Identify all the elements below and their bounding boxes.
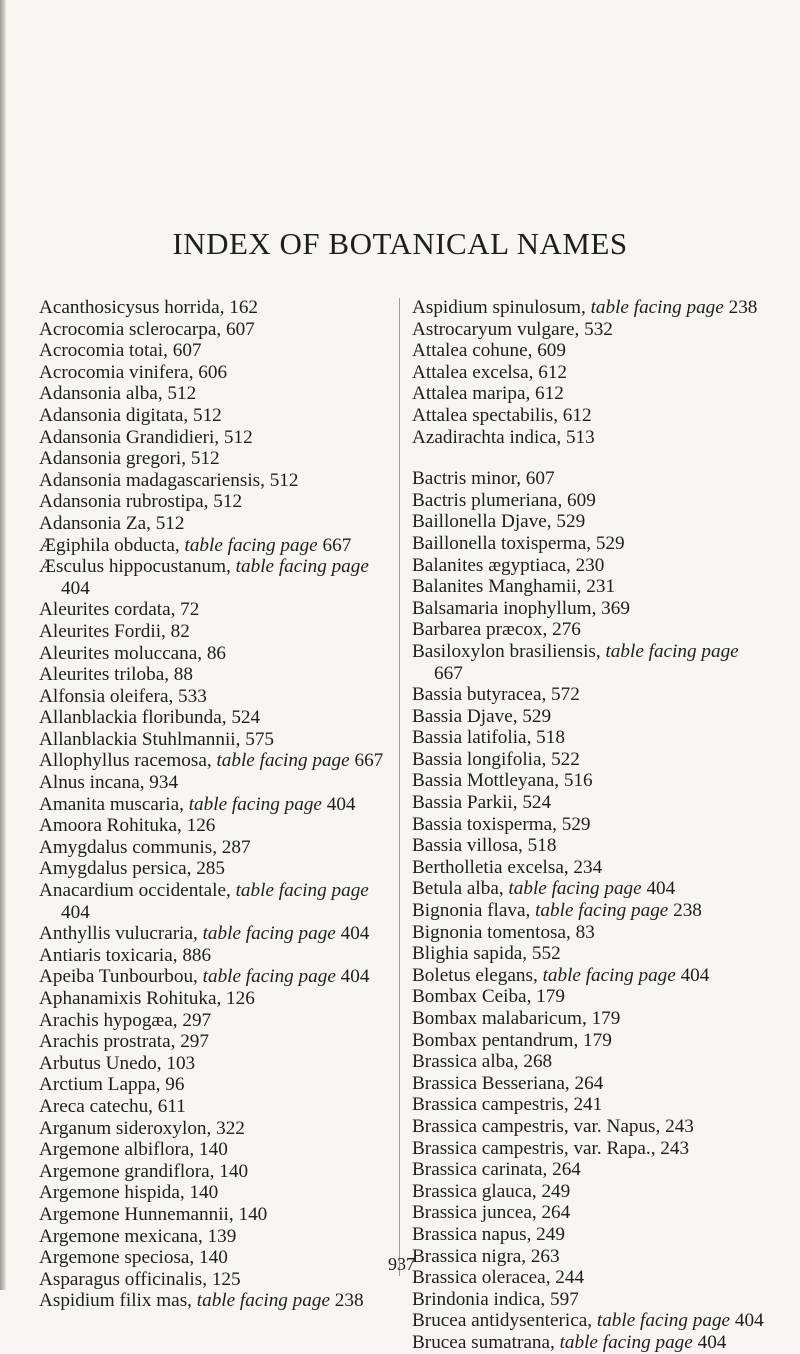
index-entry [412, 857, 770, 879]
entry-name: Balsamaria inophyllum, 369 [412, 597, 630, 619]
index-entry [412, 943, 770, 965]
entry-name: Brassica oleracea, 244 [412, 1267, 585, 1289]
entry-page: 404 [61, 901, 90, 923]
index-entry [412, 1267, 770, 1289]
index-entry [412, 362, 770, 384]
entry-name: Bassia longifolia, 522 [412, 748, 580, 770]
entry-page: 667 [349, 750, 384, 772]
index-entry [39, 988, 388, 1010]
entry-name: Betula alba, [412, 878, 509, 900]
index-entry [412, 427, 770, 449]
entry-name: Aleurites cordata, 72 [39, 599, 200, 621]
index-entry [412, 1030, 770, 1052]
entry-name: Amygdalus persica, 285 [39, 858, 225, 880]
entry-name: Attalea cohune, 609 [412, 340, 566, 362]
entry-table-note: table facing page [542, 964, 676, 986]
entry-table-note: table facing page [196, 1290, 330, 1312]
index-entry [412, 383, 770, 405]
entry-name: Bignonia flava, [412, 900, 536, 922]
index-entry [412, 619, 770, 641]
entry-name: Acrocomia totai, 607 [39, 340, 202, 362]
entry-name: Bertholletia excelsa, 234 [412, 856, 603, 878]
entry-table-note: table facing page [202, 923, 336, 945]
entry-name: Arctium Lappa, 96 [39, 1074, 185, 1096]
index-entry [39, 1204, 388, 1226]
entry-page: 238 [329, 1290, 364, 1312]
entry-name: Adansonia rubrostipa, 512 [39, 491, 243, 513]
entry-name: Arbutus Unedo, 103 [39, 1052, 196, 1074]
entry-name: Argemone speciosa, 140 [39, 1247, 228, 1269]
entry-name: Bactris minor, 607 [412, 468, 555, 490]
entry-name: Adansonia alba, 512 [39, 383, 197, 405]
index-entry [412, 684, 770, 706]
index-entry [412, 814, 770, 836]
index-entry [39, 491, 388, 513]
index-entry [412, 490, 770, 512]
index-entry [39, 1139, 388, 1161]
entry-name: Allophyllus racemosa, [39, 750, 217, 772]
entry-name: Barbarea præcox, 276 [412, 619, 581, 641]
index-entry [39, 794, 388, 816]
index-entry [39, 686, 388, 708]
entry-name: Attalea spectabilis, 612 [412, 404, 592, 426]
entry-name: Brassica alba, 268 [412, 1051, 553, 1073]
index-entry [412, 1159, 770, 1181]
index-entry [39, 1247, 388, 1269]
entry-name: Argemone mexicana, 139 [39, 1225, 237, 1247]
index-entry [412, 922, 770, 944]
index-entry [39, 643, 388, 665]
index-entry [412, 878, 770, 900]
entry-name: Bassia latifolia, 518 [412, 727, 565, 749]
entry-name: Arachis prostrata, 297 [39, 1031, 209, 1053]
index-entry [39, 858, 388, 880]
index-entry [39, 1010, 388, 1032]
entry-name: Bassia Djave, 529 [412, 705, 552, 727]
index-entry [412, 1246, 770, 1268]
index-entry [39, 621, 388, 643]
entry-name: Bassia Mottleyana, 516 [412, 770, 593, 792]
index-entry [39, 556, 388, 599]
entry-name: Acrocomia sclerocarpa, 607 [39, 318, 255, 340]
entry-page: 667 [317, 534, 352, 556]
entry-name: Allanblackia Stuhlmannii, 575 [39, 728, 275, 750]
index-entry [39, 405, 388, 427]
entry-name: Aspidium filix mas, [39, 1290, 197, 1312]
index-entry [39, 1031, 388, 1053]
entry-name: Arganum sideroxylon, 322 [39, 1117, 245, 1139]
entry-table-note: table facing page [559, 1331, 693, 1353]
entry-name: Argemone albiflora, 140 [39, 1139, 228, 1161]
entry-name: Asparagus officinalis, 125 [39, 1268, 241, 1290]
entry-name: Argemone Hunnemannii, 140 [39, 1203, 268, 1225]
entry-table-note: table facing page [590, 297, 724, 318]
entry-name: Argemone grandiflora, 140 [39, 1160, 249, 1182]
entry-name: Brassica campestris, var. Rapa., 243 [412, 1137, 690, 1159]
entry-name: Alnus incana, 934 [39, 772, 179, 794]
entry-name: Boletus elegans, [412, 964, 543, 986]
entry-name: Adansonia Grandidieri, 512 [39, 426, 253, 448]
entry-name: Adansonia Za, 512 [39, 512, 185, 534]
index-entry [39, 923, 388, 945]
entry-page: 404 [335, 966, 370, 988]
entry-table-note: table facing page [216, 750, 350, 772]
entry-name: Brassica carinata, 264 [412, 1159, 581, 1181]
entry-name: Aleurites Fordii, 82 [39, 620, 190, 642]
entry-table-note: table facing page [235, 556, 369, 578]
index-entry [412, 749, 770, 771]
entry-name: Brassica campestris, var. Napus, 243 [412, 1115, 694, 1137]
index-entry [39, 1161, 388, 1183]
index-column-right [412, 297, 770, 1354]
index-entry [39, 448, 388, 470]
index-entry [412, 706, 770, 728]
page-edge-shadow [0, 0, 6, 1290]
entry-name: Brassica napus, 249 [412, 1223, 565, 1245]
index-entry [412, 770, 770, 792]
entry-name: Azadirachta indica, 513 [412, 426, 595, 448]
entry-name: Anacardium occidentale, [39, 880, 236, 902]
entry-name: Apeiba Tunbourbou, [39, 966, 203, 988]
entry-table-note: table facing page [508, 878, 642, 900]
index-entry [412, 1202, 770, 1224]
entry-name: Amanita muscaria, [39, 793, 189, 815]
page-number: 937 [388, 1254, 415, 1274]
index-entry [412, 576, 770, 598]
entry-name: Ægiphila obducta, [39, 534, 185, 556]
index-entry [39, 1290, 388, 1312]
entry-table-note: table facing page [202, 966, 336, 988]
index-entry [39, 945, 388, 967]
index-entry [412, 598, 770, 620]
index-entry [39, 707, 388, 729]
entry-page: 404 [730, 1310, 764, 1332]
index-entry [412, 1332, 770, 1354]
entry-name: Bassia villosa, 518 [412, 835, 557, 857]
entry-page: 238 [668, 900, 702, 922]
entry-name: Brindonia indica, 597 [412, 1288, 579, 1310]
entry-table-note: table facing page [596, 1310, 731, 1332]
index-entry [39, 1226, 388, 1248]
entry-name: Brucea sumatrana, [412, 1331, 560, 1353]
entry-name: Blighia sapida, 552 [412, 943, 561, 965]
index-entry [39, 1096, 388, 1118]
index-entry [412, 319, 770, 341]
index-entry [39, 599, 388, 621]
entry-name: Attalea maripa, 612 [412, 383, 564, 405]
entry-name: Brassica nigra, 263 [412, 1245, 560, 1267]
index-entry [39, 880, 388, 923]
entry-name: Astrocaryum vulgare, 532 [412, 318, 613, 340]
index-entry [412, 792, 770, 814]
entry-table-note: table facing page [605, 640, 739, 662]
entry-name: Allanblackia floribunda, 524 [39, 707, 261, 729]
index-entry [412, 1116, 770, 1138]
entry-name: Baillonella Djave, 529 [412, 511, 586, 533]
entry-name: Adansonia gregori, 512 [39, 448, 220, 470]
index-entry [39, 535, 388, 557]
entry-name: Bombax Ceiba, 179 [412, 986, 565, 1008]
entry-name: Acanthosicysus horrida, 162 [39, 297, 259, 318]
entry-name: Aphanamixis Rohituka, 126 [39, 988, 255, 1009]
entry-page: 404 [641, 878, 676, 900]
index-entry [412, 1008, 770, 1030]
index-entry [412, 986, 770, 1008]
entry-name: Argemone hispida, 140 [39, 1182, 219, 1204]
entry-page: 404 [675, 964, 710, 986]
index-entry [412, 1181, 770, 1203]
entry-name: Acrocomia vinifera, 606 [39, 361, 228, 383]
entry-name: Brassica Besseriana, 264 [412, 1072, 604, 1094]
index-entry [39, 362, 388, 384]
entry-name: Balanites ægyptiaca, 230 [412, 554, 605, 576]
entry-name: Balanites Manghamii, 231 [412, 576, 616, 598]
index-entry [412, 1310, 770, 1332]
entry-name: Anthyllis vulucraria, [39, 923, 203, 945]
index-entry [39, 1269, 388, 1291]
index-entry [412, 340, 770, 362]
index-entry [39, 340, 388, 362]
index-entry [39, 837, 388, 859]
entry-name: Baillonella toxisperma, 529 [412, 532, 625, 554]
entry-name: Alfonsia oleifera, 533 [39, 685, 207, 707]
entry-name: Basiloxylon brasiliensis, [412, 640, 606, 662]
index-entry [412, 511, 770, 533]
index-entry [412, 641, 770, 684]
index-entry [39, 297, 388, 319]
index-entry [39, 750, 388, 772]
letter-group-gap [412, 448, 770, 468]
entry-name: Brassica campestris, 241 [412, 1094, 603, 1116]
index-entry [39, 1118, 388, 1140]
entry-name: Bactris plumeriana, 609 [412, 489, 596, 511]
index-entry [412, 900, 770, 922]
index-entry [412, 727, 770, 749]
entry-name: Bassia Parkii, 524 [412, 792, 552, 814]
entry-name: Brassica juncea, 264 [412, 1202, 571, 1224]
index-entry [39, 427, 388, 449]
entry-page: 404 [335, 923, 370, 945]
index-entry [39, 729, 388, 751]
page-title: INDEX OF BOTANICAL NAMES [172, 226, 628, 261]
entry-table-note: table facing page [535, 900, 669, 922]
index-entry [39, 1074, 388, 1096]
entry-page: 238 [723, 297, 758, 318]
entry-name: Brassica glauca, 249 [412, 1180, 571, 1202]
entry-table-note: table facing page [184, 534, 318, 556]
index-entry [39, 664, 388, 686]
index-entry [412, 1289, 770, 1311]
index-entry [412, 533, 770, 555]
entry-name: Brucea antidysenterica, [412, 1310, 597, 1332]
entry-table-note: table facing page [235, 880, 369, 902]
index-entry [39, 513, 388, 535]
index-entry [39, 1182, 388, 1204]
index-entry [412, 405, 770, 427]
entry-name: Bassia toxisperma, 529 [412, 813, 591, 835]
entry-name: Antiaris toxicaria, 886 [39, 944, 212, 966]
index-entry [412, 1073, 770, 1095]
index-entry [412, 965, 770, 987]
entry-name: Arachis hypogæa, 297 [39, 1009, 212, 1031]
entry-name: Adansonia digitata, 512 [39, 404, 222, 426]
index-column-left [39, 297, 388, 1312]
entry-name: Bombax malabaricum, 179 [412, 1008, 621, 1029]
entry-table-note: table facing page [188, 793, 322, 815]
index-entry [412, 1138, 770, 1160]
entry-name: Aspidium spinulosum, [412, 297, 591, 318]
index-entry [412, 297, 770, 319]
index-entry [412, 555, 770, 577]
index-entry [39, 470, 388, 492]
index-entry [39, 383, 388, 405]
entry-page: 404 [321, 793, 356, 815]
index-entry [412, 1094, 770, 1116]
entry-name: Aleurites triloba, 88 [39, 664, 193, 686]
entry-page: 404 [692, 1331, 727, 1353]
index-entry [412, 468, 770, 490]
entry-page: 667 [434, 662, 463, 684]
index-entry [39, 815, 388, 837]
index-entry [412, 1051, 770, 1073]
entry-name: Bombax pentandrum, 179 [412, 1029, 612, 1051]
entry-name: Attalea excelsa, 612 [412, 361, 568, 383]
entry-page: 404 [61, 577, 90, 599]
index-entry [39, 772, 388, 794]
entry-name: Aleurites moluccana, 86 [39, 642, 227, 664]
entry-name: Bassia butyracea, 572 [412, 684, 580, 706]
entry-name: Bignonia tomentosa, 83 [412, 921, 595, 943]
entry-name: Æsculus hippocustanum, [39, 556, 236, 578]
entry-name: Amoora Rohituka, 126 [39, 815, 216, 837]
index-entry [39, 966, 388, 988]
column-divider [399, 298, 400, 1276]
index-entry [39, 1053, 388, 1075]
index-entry [412, 835, 770, 857]
entry-name: Amygdalus communis, 287 [39, 836, 251, 858]
index-entry [39, 319, 388, 341]
entry-name: Areca catechu, 611 [39, 1095, 186, 1117]
entry-name: Adansonia madagascariensis, 512 [39, 469, 299, 491]
index-entry [412, 1224, 770, 1246]
